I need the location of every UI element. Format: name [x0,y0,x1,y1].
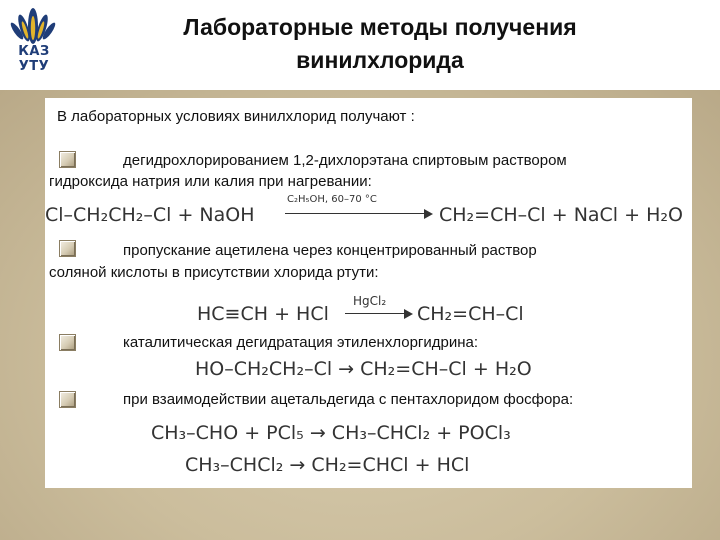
equation-2-condition: HgCl₂ [353,294,387,308]
bullet-icon [59,151,76,168]
equation-2-products: CH₂=CH–Cl [417,303,524,325]
method-1-line1: дегидрохлорированием 1,2-дихлорэтана спиртовым раствором [123,152,567,169]
bullet-icon [59,334,76,351]
content-panel [45,98,692,488]
equation-5: CH₃–CHCl₂ → CH₂=CHCl + HCl [185,454,470,476]
bullet-icon [59,391,76,408]
method-2-line1: пропускание ацетилена через концентрированный раствор [123,242,537,259]
method-2-line2: соляной кислоты в присутствии хлорида ртути: [49,264,379,281]
page-title-line1: Лабораторные методы получения [183,14,577,40]
method-3-line1: каталитическая дегидратация этиленхлоргидрина: [123,334,479,351]
reaction-arrow-icon [345,309,413,319]
equation-1-condition: C₂H₅OH, 60–70 °C [287,194,377,205]
intro-text: В лабораторных условиях винилхлорид получают : [57,108,415,125]
logo-caption: КАЗ УТУ [18,44,50,74]
equation-4: CH₃–CHO + PCl₅ → CH₃–CHCl₂ + POCl₃ [151,422,511,444]
equation-3: HO–CH₂CH₂–Cl → CH₂=CH–Cl + H₂O [195,358,532,380]
equation-1-reactants: Cl–CH₂CH₂–Cl + NaOH [45,204,255,226]
method-4-line1: при взаимодействии ацетальдегида с пентахлоридом фосфора: [123,391,574,408]
equation-1-products: CH₂=CH–Cl + NaCl + H₂O [439,204,683,226]
method-1-line2: гидроксида натрия или калия при нагревании: [49,173,372,190]
bullet-icon [59,240,76,257]
equation-2-reactants: HC≡CH + HCl [197,303,329,325]
page-title-line2: винилхлорида [296,47,464,73]
reaction-arrow-icon [285,209,433,219]
